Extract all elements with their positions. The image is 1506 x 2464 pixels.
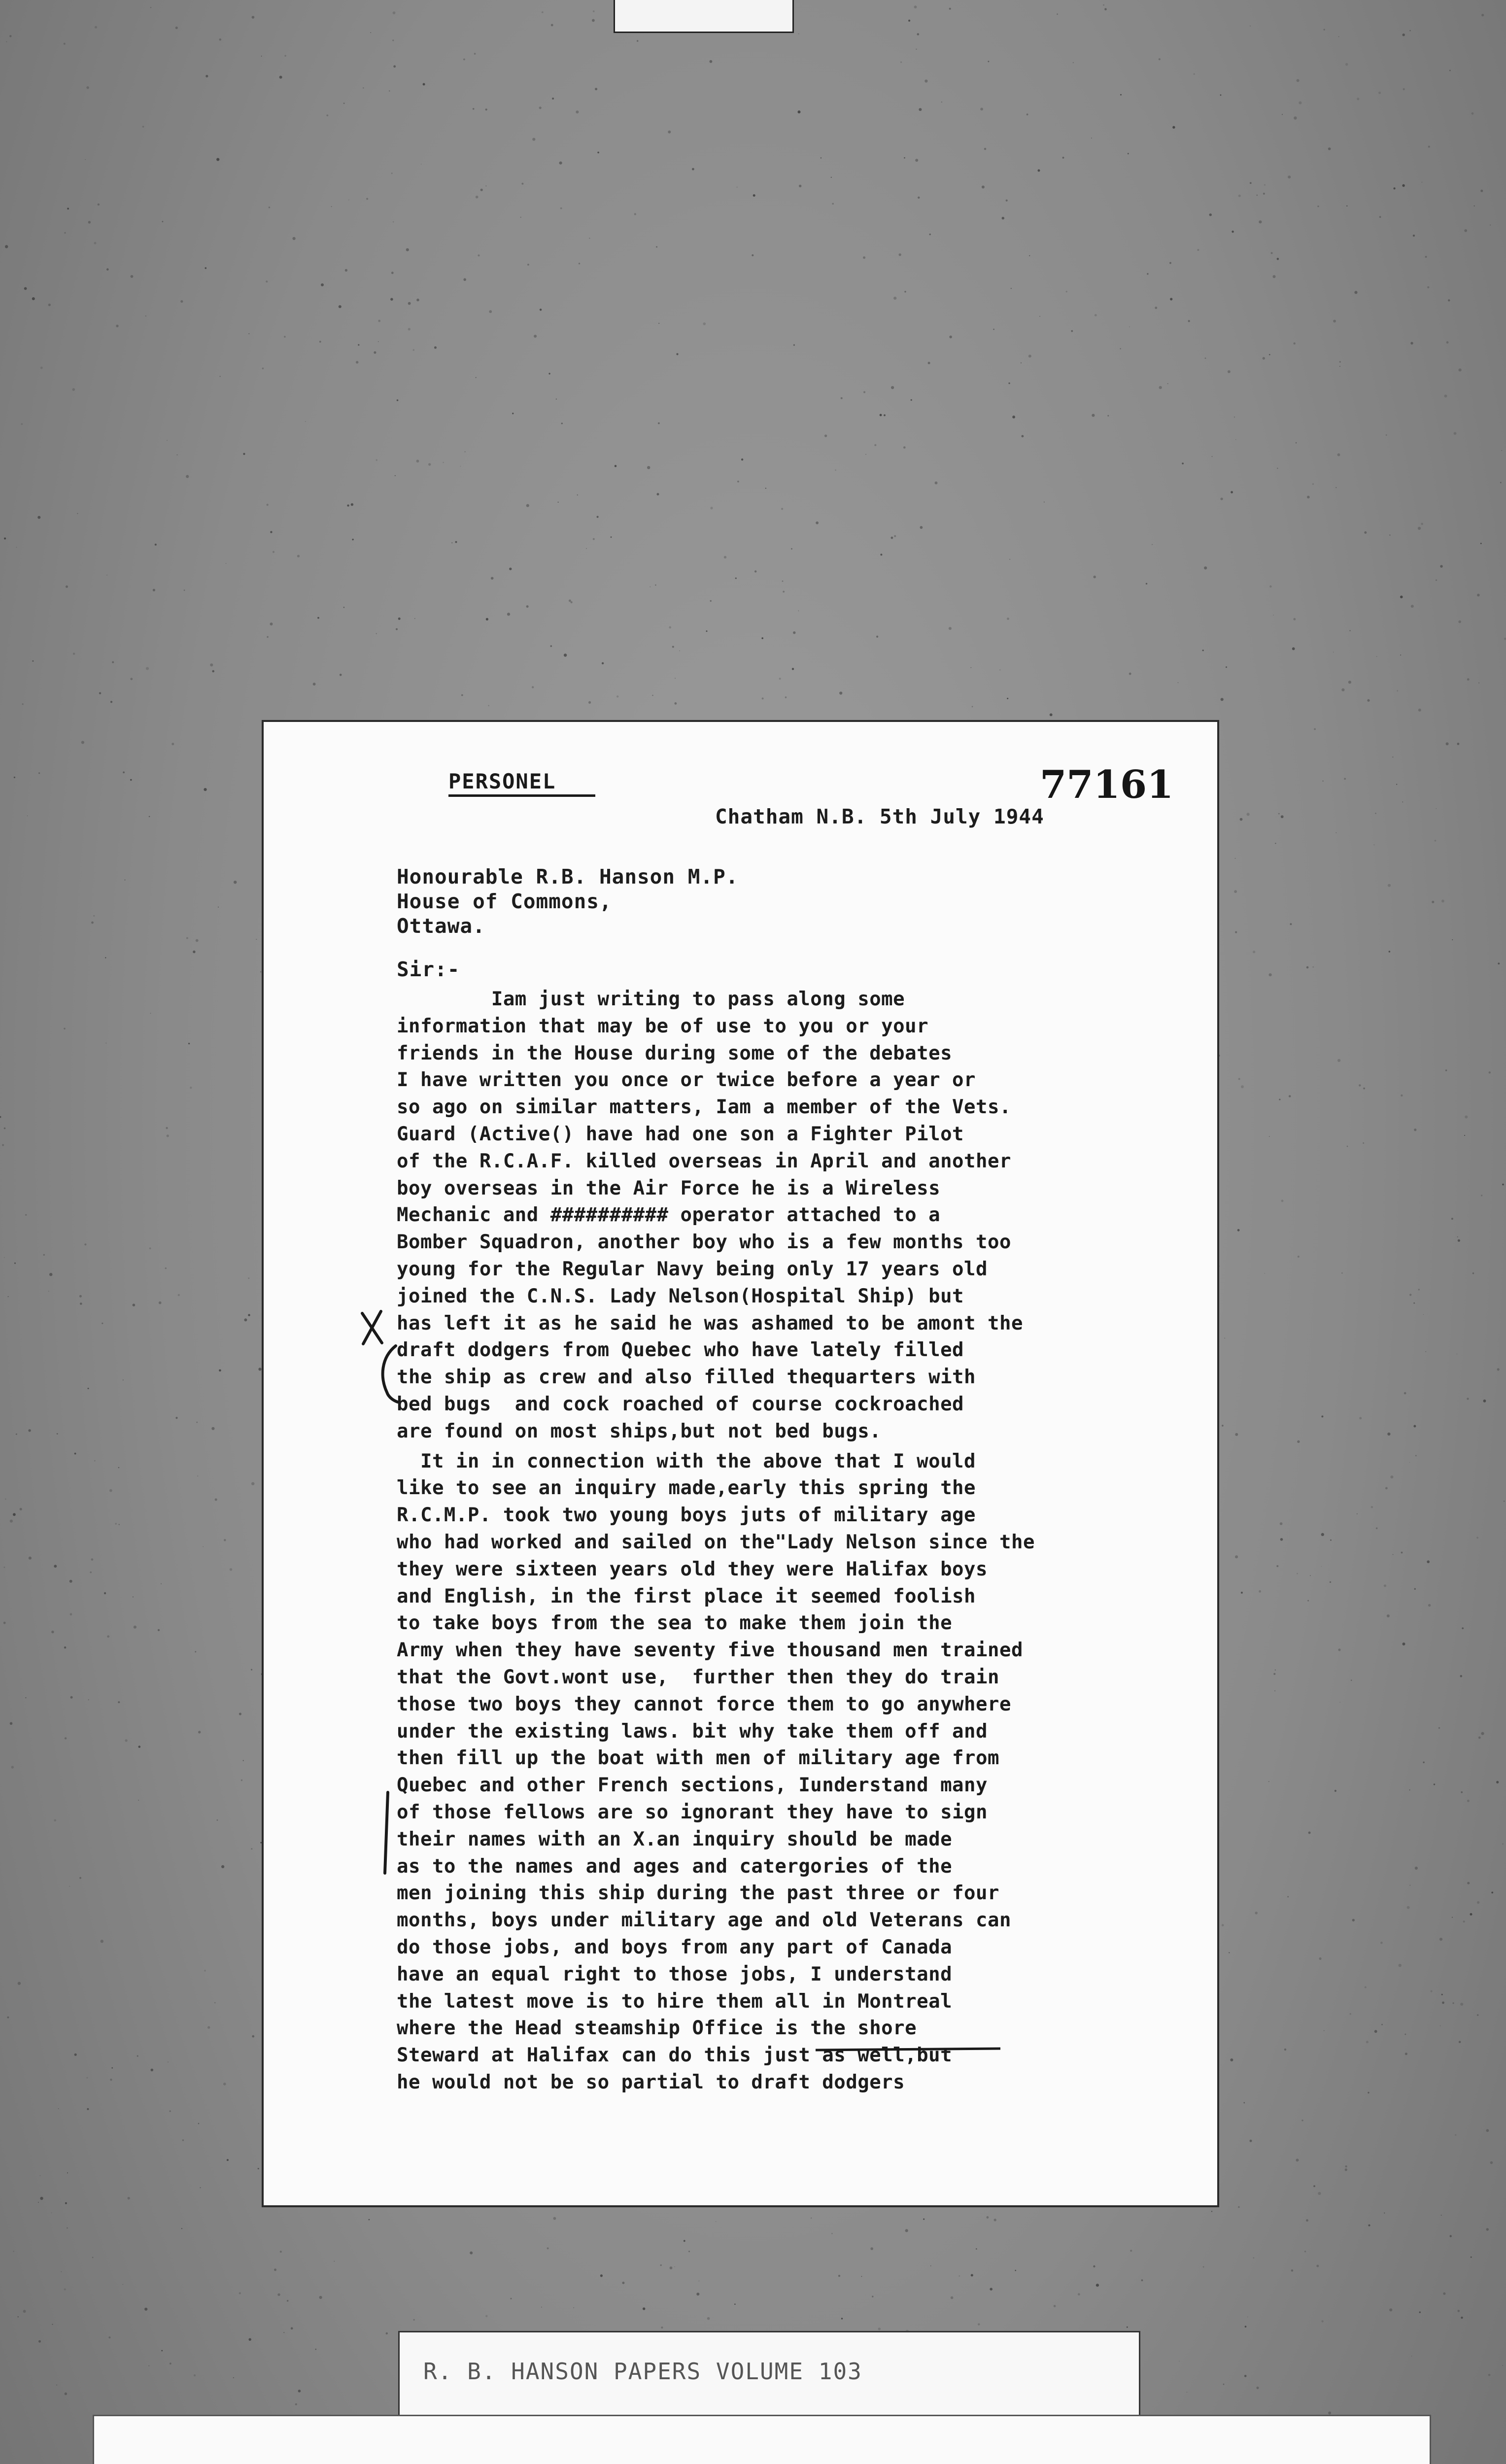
letter-body <box>264 722 1217 2205</box>
body-line: as to the names and ages and catergories of the <box>397 1855 953 1878</box>
reference-slip-text: R. B. HANSON PAPERS VOLUME 103 <box>423 2358 862 2385</box>
address-line-3: Ottawa. <box>397 914 485 938</box>
body-line: do those jobs, and boys from any part of Canada <box>397 1936 953 1958</box>
body-line: joined the C.N.S. Lady Nelson(Hospital Ship) but <box>397 1285 964 1307</box>
body-line: draft dodgers from Quebec who have lately filled <box>397 1339 964 1361</box>
body-line: information that may be of use to you or your <box>397 1015 929 1037</box>
body-line: of those fellows are so ignorant they have to sign <box>397 1801 988 1823</box>
body-line: I have written you once or twice before a year or <box>397 1069 976 1091</box>
body-line: so ago on similar matters, Iam a member of the Vets. <box>397 1096 1011 1118</box>
archives-card <box>93 2415 1431 2464</box>
body-line: have an equal right to those jobs, I understand <box>397 1963 953 1985</box>
body-line: It in in connection with the above that I would <box>397 1450 976 1472</box>
document-number: 77161 <box>1040 762 1174 807</box>
body-line: has left it as he said he was ashamed to be amont the <box>397 1312 1023 1335</box>
body-line: Quebec and other French sections, Iunderstand many <box>397 1774 988 1796</box>
letter-heading: PERSONEL <box>448 769 595 797</box>
body-line: men joining this ship during the past three or four <box>397 1882 999 1904</box>
body-line: bed bugs and cock roached of course cockroached <box>397 1393 964 1415</box>
address-line-1: Honourable R.B. Hanson M.P. <box>397 865 739 889</box>
letter-page <box>264 722 1217 2205</box>
date-line: Chatham N.B. 5th July 1944 <box>715 805 1044 828</box>
body-line: like to see an inquiry made,early this spring the <box>397 1477 976 1499</box>
body-line: Guard (Active() have had one son a Fighter Pilot <box>397 1123 964 1145</box>
body-line: he would not be so partial to draft dodgers <box>397 2071 905 2093</box>
body-line: are found on most ships,but not bed bugs. <box>397 1420 882 1442</box>
body-line: who had worked and sailed on the"Lady Nelson since the <box>397 1531 1035 1553</box>
body-line: then fill up the boat with men of military age from <box>397 1747 999 1769</box>
body-line: young for the Regular Navy being only 17 years old <box>397 1258 988 1280</box>
body-line: R.C.M.P. took two young boys juts of military age <box>397 1504 976 1526</box>
body-line: their names with an X.an inquiry should be made <box>397 1828 953 1850</box>
film-frame-tab <box>614 0 794 33</box>
address-line-2: House of Commons, <box>397 890 612 913</box>
body-line: they were sixteen years old they were Halifax boys <box>397 1558 988 1580</box>
body-line: to take boys from the sea to make them join the <box>397 1612 953 1634</box>
body-line: under the existing laws. bit why take them off and <box>397 1720 988 1743</box>
body-line: where the Head steamship Office is the shore <box>397 2017 917 2039</box>
body-line: those two boys they cannot force them to go anywhere <box>397 1693 1011 1715</box>
body-line: Bomber Squadron, another boy who is a few months too <box>397 1231 1011 1253</box>
body-line: Steward at Halifax can do this just as well,but <box>397 2044 953 2066</box>
body-line: that the Govt.wont use, further then they do train <box>397 1666 999 1688</box>
body-line: the ship as crew and also filled thequarters with <box>397 1366 976 1388</box>
body-line: boy overseas in the Air Force he is a Wireless <box>397 1177 941 1199</box>
body-line: friends in the House during some of the debates <box>397 1042 953 1064</box>
body-line: the latest move is to hire them all in Montreal <box>397 1990 953 2013</box>
salutation: Sir:- <box>397 958 460 981</box>
body-line: Iam just writing to pass along some <box>397 988 905 1010</box>
body-line: months, boys under military age and old Veterans can <box>397 1909 1011 1931</box>
body-line: Mechanic and ########## operator attached to a <box>397 1204 941 1226</box>
reference-slip <box>398 2331 1140 2428</box>
body-line: of the R.C.A.F. killed overseas in April and another <box>397 1150 1011 1172</box>
body-line: and English, in the first place it seemed foolish <box>397 1585 976 1608</box>
body-line: Army when they have seventy five thousand men trained <box>397 1639 1023 1661</box>
